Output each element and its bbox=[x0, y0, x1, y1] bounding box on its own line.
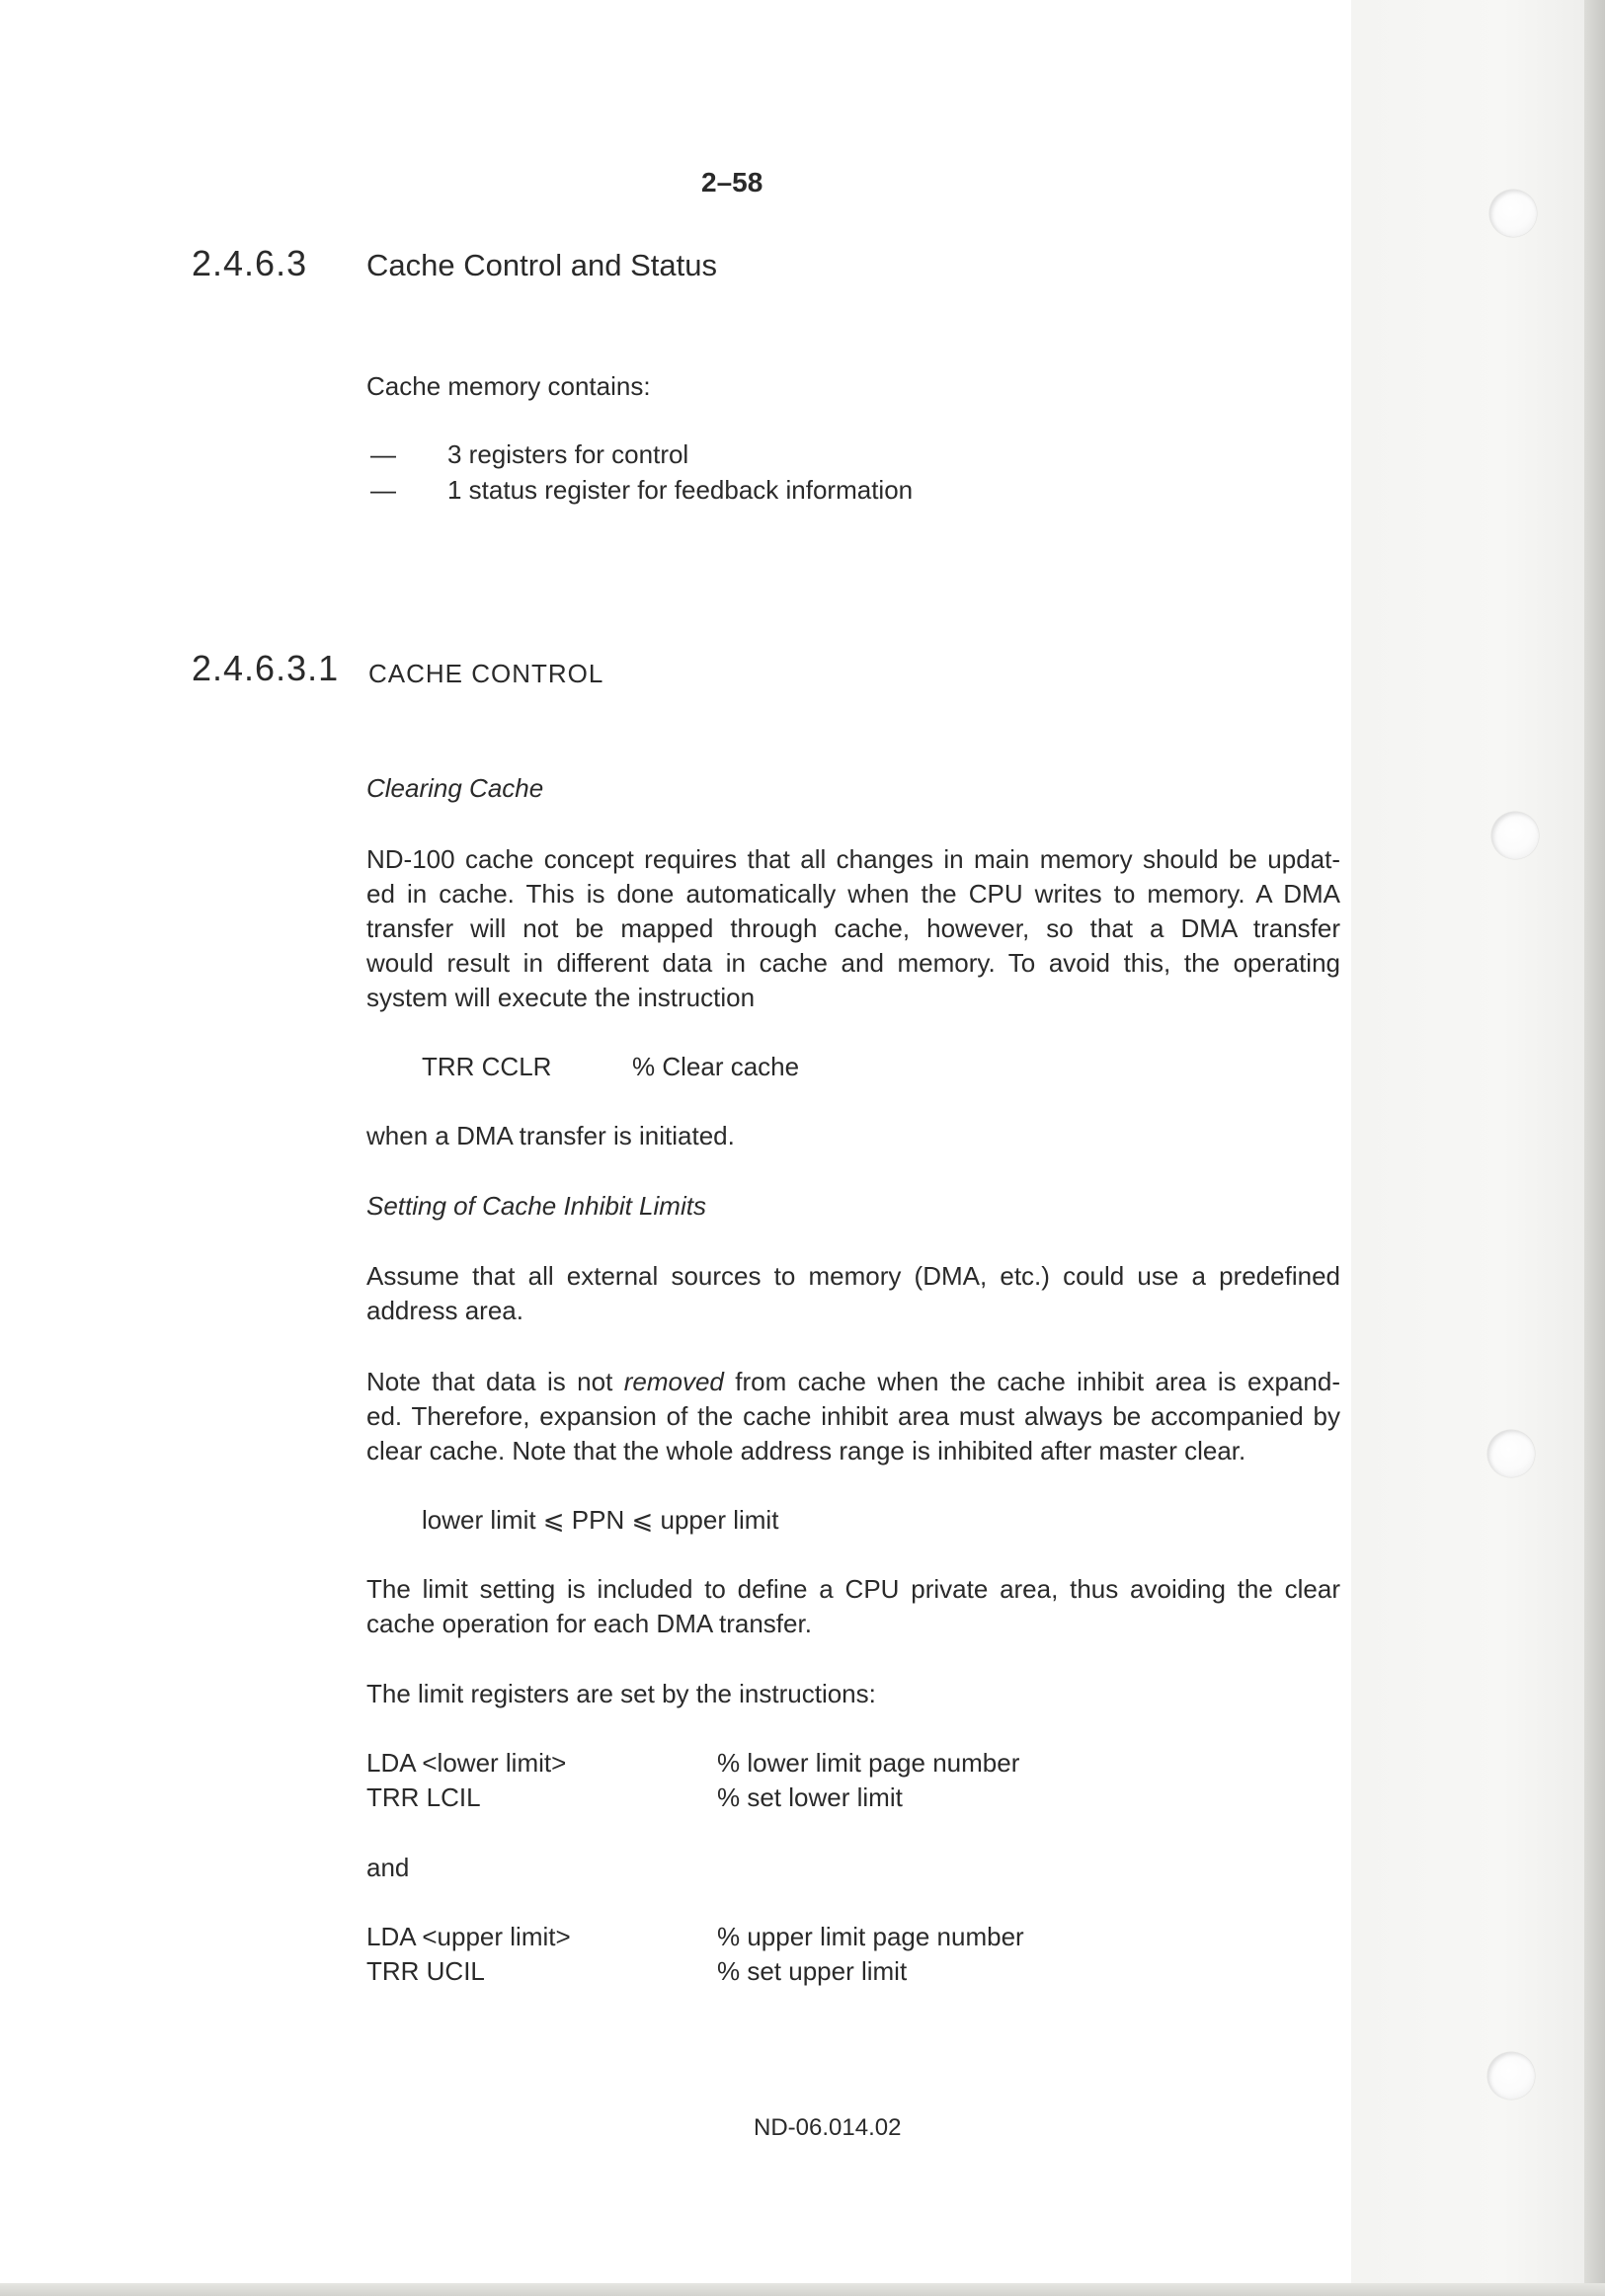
code-comment: % set lower limit bbox=[717, 1782, 903, 1812]
emphasis-text: removed bbox=[623, 1367, 724, 1396]
paragraph-text: Note that data is not bbox=[366, 1367, 624, 1396]
code-comment: % Clear cache bbox=[632, 1052, 800, 1081]
document-footer-id: ND-06.014.02 bbox=[754, 2114, 902, 2141]
section-number: 2.4.6.3 bbox=[192, 243, 308, 283]
list-item: 1 status register for feedback information bbox=[447, 475, 914, 505]
subsection-number: 2.4.6.3.1 bbox=[192, 648, 340, 688]
punch-hole-3 bbox=[1487, 1430, 1535, 1477]
section-title: Cache Control and Status bbox=[366, 248, 717, 282]
paragraph-line: ND-100 cache concept requires that all changes in main memory should be updat- bbox=[366, 844, 1340, 874]
clearing-cache-heading: Clearing Cache bbox=[366, 773, 544, 803]
paragraph-line: ed in cache. This is done automatically when the CPU writes to memory. A DMA bbox=[366, 879, 1340, 909]
limits-paragraph-3 bbox=[366, 1572, 1340, 1641]
paragraph-line: system will execute the instruction bbox=[366, 983, 756, 1012]
limits-paragraph-4: The limit registers are set by the instructions: bbox=[366, 1679, 876, 1708]
list-bullet: — bbox=[370, 475, 396, 505]
code-instruction: LDA <upper limit> bbox=[366, 1922, 571, 1951]
paragraph-line: clear cache. Note that the whole address range is inhibited after master clear. bbox=[366, 1436, 1246, 1465]
code-instruction: TRR CCLR bbox=[422, 1052, 552, 1081]
code-comment: % upper limit page number bbox=[717, 1922, 1024, 1951]
inhibit-limits-heading: Setting of Cache Inhibit Limits bbox=[366, 1191, 706, 1221]
punch-hole-1 bbox=[1489, 190, 1537, 237]
clearing-paragraph bbox=[366, 842, 1340, 1015]
code-instruction: TRR LCIL bbox=[366, 1782, 481, 1812]
punch-hole-4 bbox=[1487, 2052, 1535, 2099]
page-number: 2–58 bbox=[701, 167, 763, 198]
paragraph-text: from cache when the cache inhibit area is expand- bbox=[723, 1367, 1341, 1396]
page-edge-bottom bbox=[0, 2283, 1605, 2296]
paragraph-line: would result in different data in cache and memory. To avoid this, the operating bbox=[366, 948, 1340, 978]
limits-paragraph-2 bbox=[366, 1365, 1340, 1468]
list-bullet: — bbox=[370, 439, 396, 469]
paragraph-line: address area. bbox=[366, 1296, 523, 1325]
paragraph-line: The limit setting is included to define a CPU private area, thus avoiding the clear bbox=[366, 1574, 1340, 1604]
intro-text: Cache memory contains: bbox=[366, 371, 651, 401]
paragraph-line: transfer will not be mapped through cache, however, so that a DMA transfer bbox=[366, 913, 1340, 943]
punch-hole-2 bbox=[1491, 812, 1539, 859]
paragraph-line bbox=[366, 1365, 1340, 1399]
binder-margin bbox=[1351, 0, 1605, 2296]
and-text: and bbox=[366, 1853, 410, 1882]
limit-formula: lower limit ⩽ PPN ⩽ upper limit bbox=[422, 1505, 779, 1535]
subsection-title: CACHE CONTROL bbox=[368, 659, 604, 688]
paragraph-line: Assume that all external sources to memory (DMA, etc.) could use a predefined bbox=[366, 1261, 1340, 1291]
code-comment: % lower limit page number bbox=[717, 1748, 1020, 1778]
paragraph-line: cache operation for each DMA transfer. bbox=[366, 1609, 812, 1638]
paragraph-line: ed. Therefore, expansion of the cache inhibit area must always be accompanied by bbox=[366, 1401, 1340, 1431]
code-comment: % set upper limit bbox=[717, 1956, 908, 1986]
page-edge-right bbox=[1584, 0, 1605, 2296]
code-instruction: TRR UCIL bbox=[366, 1956, 485, 1986]
code-instruction: LDA <lower limit> bbox=[366, 1748, 567, 1778]
clearing-after-text: when a DMA transfer is initiated. bbox=[366, 1121, 735, 1150]
list-item: 3 registers for control bbox=[447, 439, 689, 469]
limits-paragraph-1 bbox=[366, 1259, 1340, 1328]
